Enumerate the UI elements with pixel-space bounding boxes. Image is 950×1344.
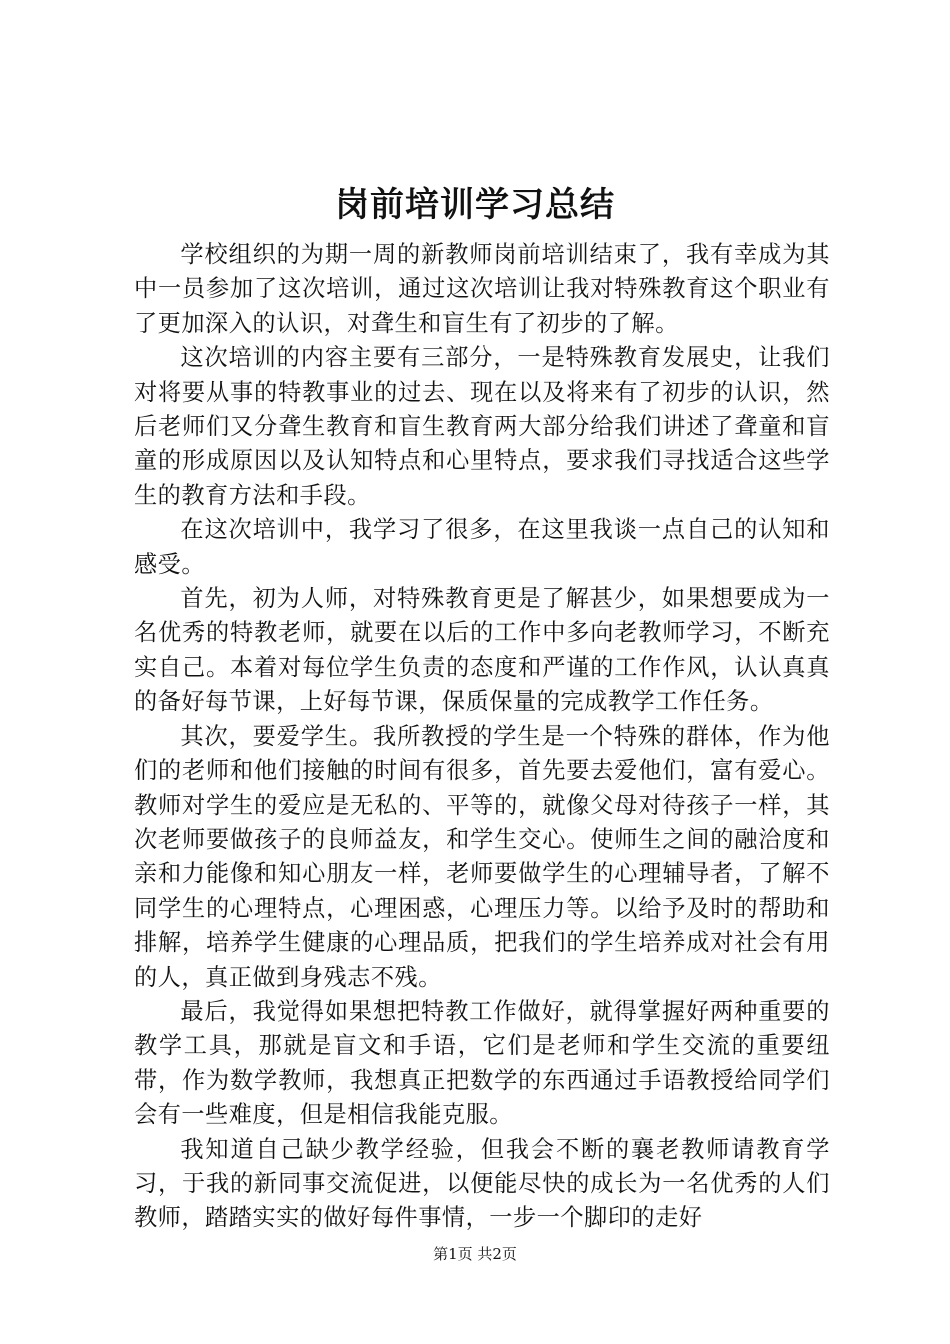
paragraph-3: 在这次培训中，我学习了很多，在这里我谈一点自己的认知和感受。 xyxy=(134,516,830,578)
paragraph-6: 最后，我觉得如果想把特教工作做好，就得掌握好两种重要的教学工具，那就是盲文和手语，它们是老师和学生交流的重要纽带，作为数学教师，我想真正把数学的东西通过手语教授给同学们会有一些难度，但是相信我能克服。 xyxy=(134,997,830,1129)
paragraph-5: 其次，要爱学生。我所教授的学生是一个特殊的群体，作为他们的老师和他们接触的时间有很多，首先要去爱他们，富有爱心。教师对学生的爱应是无私的、平等的，就像父母对待孩子一样，其次老师要做孩子的良师益友，和学生交心。使师生之间的融洽度和亲和力能像和知心朋友一样，老师要做学生的心理辅导者，了解不同学生的心理特点，心理困惑，心理压力等。以给予及时的帮助和排解，培养学生健康的心理品质，把我们的学生培养成对社会有用的人，真正做到身残志不残。 xyxy=(134,722,830,991)
page-number-footer: 第1页 共2页 xyxy=(433,1245,517,1263)
paragraph-1: 学校组织的为期一周的新教师岗前培训结束了，我有幸成为其中一员参加了这次培训，通过这次培训让我对特殊教育这个职业有了更加深入的认识，对聋生和盲生有了初步的了解。 xyxy=(134,241,830,337)
paragraph-4: 首先，初为人师，对特殊教育更是了解甚少，如果想要成为一名优秀的特教老师，就要在以后的工作中多向老教师学习，不断充实自己。本着对每位学生负责的态度和严谨的工作作风，认认真真的备好每节课，上好每节课，保质保量的完成教学工作任务。 xyxy=(134,585,830,716)
paragraph-7: 我知道自己缺少教学经验，但我会不断的襄老教师请教育学习，于我的新同事交流促进，以便能尽快的成长为一名优秀的人们教师，踏踏实实的做好每件事情，一步一个脚印的走好 xyxy=(134,1135,830,1232)
document-title: 岗前培训学习总结 xyxy=(335,185,615,225)
document-body xyxy=(134,238,830,1236)
paragraph-2: 这次培训的内容主要有三部分，一是特殊教育发展史，让我们对将要从事的特教事业的过去、现在以及将来有了初步的认识，然后老师们又分聋生教育和盲生教育两大部分给我们讲述了聋童和盲童的形成原因以及认知特点和心里特点，要求我们寻找适合这些学生的教育方法和手段。 xyxy=(134,344,830,509)
